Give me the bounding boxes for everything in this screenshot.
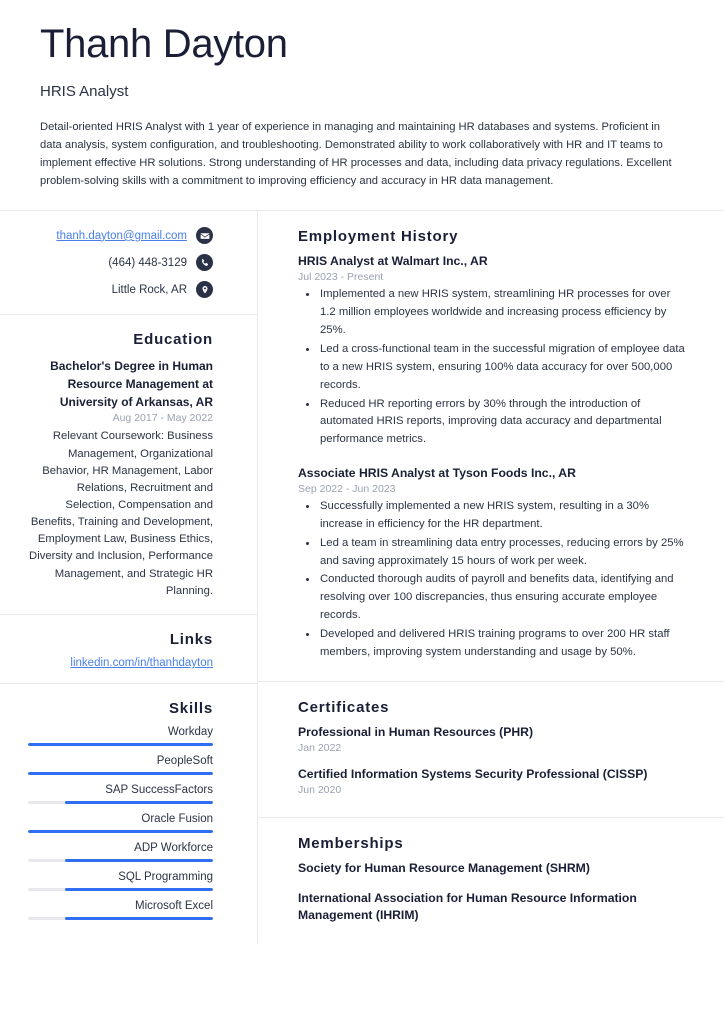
skill-item (28, 871, 213, 891)
contact-location-row (28, 281, 213, 298)
skill-fill (28, 830, 213, 833)
skill-label: PeopleSoft (156, 754, 213, 767)
resume-header (0, 0, 724, 210)
membership-entry: Society for Human Resource Management (SHRM) (298, 860, 590, 875)
contact-email-text[interactable]: thanh.dayton@gmail.com (56, 229, 187, 242)
skill-fill (65, 801, 213, 804)
employment-block (258, 211, 724, 680)
skill-fill (28, 772, 213, 775)
skill-fill (65, 859, 213, 862)
employment-entry (298, 465, 686, 662)
certificate-title: Professional in Human Resources (PHR) (298, 724, 534, 739)
bullet-item: Conducted thorough audits of payroll and benefits data, identifying and resolving over 100 discrepancies, thus ensuring accurate employee records. (298, 571, 686, 625)
skill-track (28, 917, 213, 920)
skill-track (28, 830, 213, 833)
employment-date: Jul 2023 - Present (298, 271, 384, 284)
job-title: HRIS Analyst (40, 82, 129, 100)
profile-summary: Detail-oriented HRIS Analyst with 1 year of experience in managing and maintaining HR databases and systems. Proficient in data analysis, system configuration, and troubleshooting. Demonstrated ability to work collaboratively with HR and IT teams to implement effective HR solutions. Strong understanding of HR processes and data, including data privacy regulations. Excellent problem-solving skills with a commitment to improving efficiency and accuracy in HR data management. (40, 120, 672, 188)
skill-label: Oracle Fusion (141, 812, 213, 825)
skill-label: SAP SuccessFactors (105, 783, 213, 796)
education-block (0, 315, 257, 614)
skill-item (28, 842, 213, 862)
links-block (0, 615, 257, 683)
sidebar (0, 211, 258, 943)
skill-item (28, 900, 213, 920)
skill-item (28, 784, 213, 804)
certificate-date: Jan 2022 (298, 741, 342, 754)
certificates-heading: Certificates (298, 698, 390, 716)
skill-track (28, 801, 213, 804)
skill-fill (65, 888, 213, 891)
contact-block (0, 211, 257, 314)
main-column (258, 211, 724, 943)
contact-phone-row[interactable] (28, 254, 213, 271)
skill-fill (65, 917, 213, 920)
employment-entry (298, 253, 686, 449)
skill-item (28, 813, 213, 833)
employment-heading: Employment History (298, 228, 459, 246)
bullet-item: Implemented a new HRIS system, streamlining HR processes for over 1.2 million employees worldwide and increasing process efficiency by 25%. (298, 286, 686, 340)
certificate-date: Jun 2020 (298, 783, 342, 796)
certificate-entry (298, 766, 686, 796)
contact-phone-text: (464) 448-3129 (108, 256, 187, 269)
certificates-block (258, 682, 724, 817)
skill-label: Microsoft Excel (135, 899, 213, 912)
skill-label: Workday (167, 725, 213, 738)
employment-bullets (298, 286, 686, 449)
map-pin-icon (196, 281, 213, 298)
memberships-block (258, 818, 724, 943)
skill-label: SQL Programming (118, 870, 213, 883)
certificate-title: Certified Information Systems Security Professional (CISSP) (298, 766, 648, 781)
employment-title: Associate HRIS Analyst at Tyson Foods Inc., AR (298, 466, 576, 481)
education-date: Aug 2017 - May 2022 (112, 412, 213, 425)
bullet-item: Led a team in streamlining data entry processes, reducing errors by 25% and saving approximately 15 hours of work per week. (298, 535, 686, 571)
link-item[interactable]: linkedin.com/in/thanhdayton (70, 656, 213, 669)
skill-track (28, 888, 213, 891)
bullet-item: Led a cross-functional team in the successful migration of employee data to a new HRIS system, ensuring 100% data accuracy for over 500,000 records. (298, 341, 686, 395)
skill-track (28, 859, 213, 862)
bullet-item: Successfully implemented a new HRIS system, resulting in a 30% increase in efficiency for the HR department. (298, 498, 686, 534)
links-heading: Links (169, 630, 213, 648)
education-description: Relevant Coursework: Business Management, Organizational Behavior, HR Management, Labor Relations, Recruitment and Selection, Compensation and Benefits, Training and Development, Employment Law, Business Ethics, Diversity and Inclusion, Performance Management, and Strategic HR Planning. (29, 430, 213, 597)
employment-date: Sep 2022 - Jun 2023 (298, 483, 396, 496)
skill-track (28, 772, 213, 775)
skill-label: ADP Workforce (134, 841, 213, 854)
certificate-entry (298, 724, 686, 754)
resume-body (0, 211, 724, 943)
page-title: Thanh Dayton (40, 22, 288, 66)
skills-block (0, 684, 257, 936)
education-heading: Education (133, 331, 213, 349)
bullet-item: Reduced HR reporting errors by 30% through the introduction of automated HRIS reports, improving data accuracy and departmental performance metrics. (298, 396, 686, 450)
skill-track (28, 743, 213, 746)
memberships-heading: Memberships (298, 834, 404, 852)
membership-entry: International Association for Human Resource Information Management (IHRIM) (298, 890, 637, 923)
employment-title: HRIS Analyst at Walmart Inc., AR (298, 254, 488, 269)
phone-icon (196, 254, 213, 271)
education-degree: Bachelor's Degree in Human Resource Management at University of Arkansas, AR (50, 359, 213, 410)
bullet-item: Developed and delivered HRIS training programs to over 200 HR staff members, improving system understanding and usage by 50%. (298, 626, 686, 662)
skill-item (28, 755, 213, 775)
skill-item (28, 726, 213, 746)
employment-bullets (298, 498, 686, 662)
skills-heading: Skills (169, 699, 213, 717)
contact-location-text: Little Rock, AR (111, 283, 187, 296)
envelope-icon (196, 227, 213, 244)
skill-fill (28, 743, 213, 746)
contact-email-row[interactable] (28, 227, 213, 244)
